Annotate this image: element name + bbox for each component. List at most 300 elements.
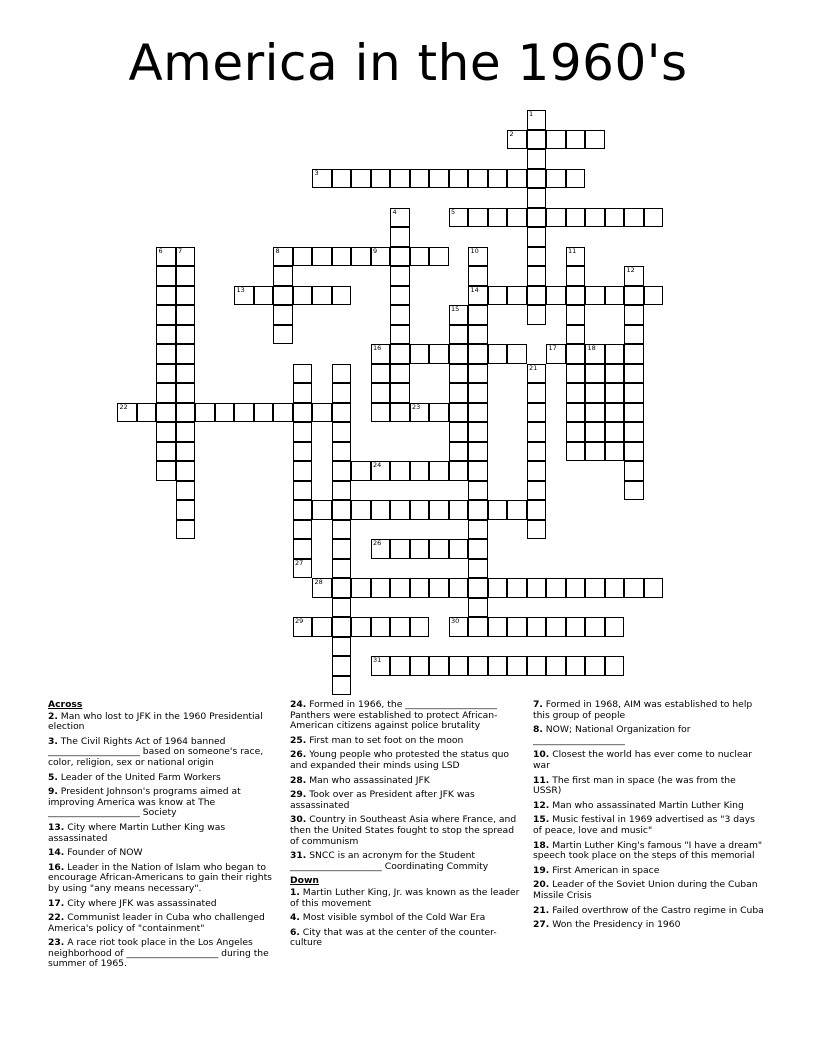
grid-cell[interactable] <box>605 617 625 637</box>
grid-cell[interactable] <box>273 325 293 345</box>
grid-cell[interactable] <box>332 364 352 384</box>
grid-cell[interactable] <box>449 403 469 423</box>
down-header: Down <box>290 875 319 887</box>
grid-cell[interactable] <box>332 578 352 598</box>
grid-cell[interactable] <box>293 286 313 306</box>
grid-cell[interactable] <box>312 169 332 189</box>
grid-cell[interactable] <box>156 344 176 364</box>
grid-cell[interactable] <box>527 130 547 150</box>
grid-cell[interactable] <box>585 442 605 462</box>
grid-cell[interactable] <box>585 344 605 364</box>
clue-number-label: 31. <box>290 850 307 862</box>
grid-cell[interactable] <box>585 208 605 228</box>
grid-cell[interactable] <box>527 500 547 520</box>
grid-cell[interactable] <box>390 227 410 247</box>
grid-cell[interactable] <box>176 325 196 345</box>
grid-cell[interactable] <box>156 247 176 267</box>
grid-cell[interactable] <box>449 578 469 598</box>
grid-cell[interactable] <box>390 305 410 325</box>
grid-cell[interactable] <box>468 344 488 364</box>
grid-cell[interactable] <box>156 461 176 481</box>
grid-cell[interactable] <box>332 247 352 267</box>
grid-cell[interactable] <box>527 481 547 501</box>
grid-cell[interactable] <box>390 364 410 384</box>
grid-cell[interactable] <box>624 422 644 442</box>
grid-cell[interactable] <box>468 169 488 189</box>
grid-cell[interactable] <box>449 383 469 403</box>
grid-cell[interactable] <box>507 344 527 364</box>
grid-cell[interactable] <box>176 286 196 306</box>
grid-cell[interactable] <box>468 247 488 267</box>
grid-cell[interactable] <box>566 130 586 150</box>
grid-cell[interactable] <box>585 364 605 384</box>
grid-cell[interactable] <box>507 130 527 150</box>
grid-cell[interactable] <box>156 286 176 306</box>
grid-cell[interactable] <box>468 325 488 345</box>
grid-cell[interactable] <box>624 266 644 286</box>
grid-cell[interactable] <box>137 403 157 423</box>
grid-cell[interactable] <box>546 286 566 306</box>
grid-cell[interactable] <box>371 539 391 559</box>
grid-cell[interactable] <box>468 442 488 462</box>
grid-cell[interactable] <box>624 286 644 306</box>
grid-cell[interactable] <box>156 325 176 345</box>
grid-cell[interactable] <box>156 266 176 286</box>
grid-cell[interactable] <box>527 227 547 247</box>
grid-cell[interactable] <box>449 656 469 676</box>
grid-cell[interactable] <box>566 266 586 286</box>
grid-cell[interactable] <box>293 539 313 559</box>
grid-cell[interactable] <box>507 500 527 520</box>
clue-item <box>290 815 520 847</box>
grid-cell[interactable] <box>449 364 469 384</box>
grid-cell[interactable] <box>644 208 664 228</box>
grid-cell[interactable] <box>176 305 196 325</box>
grid-cell[interactable] <box>468 520 488 540</box>
grid-cell[interactable] <box>566 247 586 267</box>
grid-cell[interactable] <box>527 461 547 481</box>
grid-cell[interactable] <box>468 559 488 579</box>
grid-cell[interactable] <box>429 461 449 481</box>
grid-cell[interactable] <box>507 617 527 637</box>
grid-cell[interactable] <box>507 656 527 676</box>
grid-cell[interactable] <box>390 461 410 481</box>
grid-cell[interactable] <box>449 208 469 228</box>
grid-cell[interactable] <box>468 461 488 481</box>
grid-cell[interactable] <box>293 422 313 442</box>
grid-cell[interactable] <box>585 578 605 598</box>
grid-cell[interactable] <box>585 403 605 423</box>
grid-cell[interactable] <box>585 656 605 676</box>
clue-text: A race riot took place in the Los Angeles neighborhood of ____________________ during the summer of 1965. <box>48 937 269 970</box>
grid-cell[interactable] <box>176 344 196 364</box>
grid-cell[interactable] <box>293 247 313 267</box>
grid-cell[interactable] <box>429 344 449 364</box>
grid-cell[interactable] <box>410 403 430 423</box>
grid-cell[interactable] <box>156 305 176 325</box>
grid-cell[interactable] <box>410 617 430 637</box>
grid-cell[interactable] <box>507 578 527 598</box>
clue-number-label: 10. <box>533 749 550 761</box>
grid-cell[interactable] <box>488 578 508 598</box>
grid-cell[interactable] <box>390 656 410 676</box>
grid-cell[interactable] <box>371 247 391 267</box>
grid-cell[interactable] <box>566 364 586 384</box>
grid-cell[interactable] <box>332 422 352 442</box>
grid-cell[interactable] <box>390 169 410 189</box>
grid-cell[interactable] <box>624 383 644 403</box>
grid-cell[interactable] <box>605 208 625 228</box>
grid-cell[interactable] <box>566 344 586 364</box>
grid-cell[interactable] <box>332 656 352 676</box>
grid-cell[interactable] <box>293 520 313 540</box>
grid-cell[interactable] <box>546 130 566 150</box>
grid-cell[interactable] <box>273 247 293 267</box>
grid-cell[interactable] <box>468 539 488 559</box>
grid-cell[interactable] <box>449 325 469 345</box>
grid-cell[interactable] <box>527 247 547 267</box>
grid-cell[interactable] <box>410 461 430 481</box>
grid-cell[interactable] <box>449 461 469 481</box>
grid-cell[interactable] <box>293 617 313 637</box>
grid-cell[interactable] <box>624 325 644 345</box>
clue-item <box>290 928 520 949</box>
grid-cell[interactable] <box>449 539 469 559</box>
clue-number: 26 <box>373 539 382 547</box>
grid-cell[interactable] <box>468 383 488 403</box>
grid-cell[interactable] <box>468 364 488 384</box>
grid-cell[interactable] <box>527 656 547 676</box>
clue-number: 13 <box>236 285 245 294</box>
grid-cell[interactable] <box>176 247 196 267</box>
clue-text: Leader in the Nation of Islam who began to encourage African-Americans to gain their rights by using "any means necessary". <box>48 861 272 894</box>
grid-cell[interactable] <box>429 656 449 676</box>
grid-cell[interactable] <box>429 403 449 423</box>
grid-cell[interactable] <box>644 578 664 598</box>
grid-cell[interactable] <box>176 442 196 462</box>
grid-cell[interactable] <box>585 422 605 442</box>
grid-cell[interactable] <box>293 461 313 481</box>
grid-cell[interactable] <box>488 344 508 364</box>
grid-cell[interactable] <box>527 520 547 540</box>
grid-cell[interactable] <box>468 500 488 520</box>
grid-cell[interactable] <box>468 481 488 501</box>
grid-cell[interactable] <box>644 286 664 306</box>
grid-cell[interactable] <box>390 403 410 423</box>
grid-cell[interactable] <box>527 364 547 384</box>
grid-cell[interactable] <box>390 208 410 228</box>
grid-cell[interactable] <box>527 149 547 169</box>
grid-cell[interactable] <box>527 208 547 228</box>
grid-cell[interactable] <box>566 422 586 442</box>
grid-cell[interactable] <box>527 442 547 462</box>
grid-cell[interactable] <box>429 578 449 598</box>
grid-cell[interactable] <box>449 344 469 364</box>
grid-cell[interactable] <box>585 617 605 637</box>
grid-cell[interactable] <box>468 578 488 598</box>
grid-cell[interactable] <box>312 578 332 598</box>
grid-cell[interactable] <box>293 559 313 579</box>
grid-cell[interactable] <box>390 539 410 559</box>
grid-cell[interactable] <box>527 169 547 189</box>
grid-cell[interactable] <box>468 656 488 676</box>
grid-cell[interactable] <box>293 500 313 520</box>
grid-cell[interactable] <box>468 617 488 637</box>
grid-cell[interactable] <box>332 461 352 481</box>
grid-cell[interactable] <box>449 422 469 442</box>
grid-cell[interactable] <box>176 364 196 384</box>
grid-cell[interactable] <box>156 364 176 384</box>
clue-number-label: 20. <box>533 879 550 891</box>
grid-cell[interactable] <box>488 656 508 676</box>
grid-cell[interactable] <box>215 403 235 423</box>
grid-cell[interactable] <box>624 442 644 462</box>
grid-cell[interactable] <box>332 481 352 501</box>
grid-cell[interactable] <box>507 169 527 189</box>
grid-cell[interactable] <box>156 442 176 462</box>
grid-cell[interactable] <box>390 344 410 364</box>
grid-cell[interactable] <box>390 383 410 403</box>
grid-cell[interactable] <box>605 383 625 403</box>
grid-cell[interactable] <box>234 403 254 423</box>
grid-cell[interactable] <box>234 286 254 306</box>
grid-cell[interactable] <box>507 286 527 306</box>
grid-cell[interactable] <box>566 578 586 598</box>
grid-cell[interactable] <box>312 500 332 520</box>
grid-cell[interactable] <box>566 305 586 325</box>
grid-cell[interactable] <box>488 617 508 637</box>
grid-cell[interactable] <box>468 403 488 423</box>
grid-cell[interactable] <box>273 286 293 306</box>
grid-cell[interactable] <box>468 305 488 325</box>
grid-cell[interactable] <box>390 286 410 306</box>
grid-cell[interactable] <box>605 403 625 423</box>
clue-number-label: 16. <box>48 861 65 873</box>
grid-cell[interactable] <box>488 208 508 228</box>
grid-cell[interactable] <box>332 520 352 540</box>
grid-cell[interactable] <box>527 422 547 442</box>
grid-cell[interactable] <box>605 286 625 306</box>
grid-cell[interactable] <box>605 364 625 384</box>
grid-cell[interactable] <box>566 208 586 228</box>
grid-cell[interactable] <box>566 442 586 462</box>
grid-cell[interactable] <box>332 286 352 306</box>
grid-cell[interactable] <box>351 169 371 189</box>
grid-cell[interactable] <box>527 578 547 598</box>
grid-cell[interactable] <box>429 247 449 267</box>
grid-cell[interactable] <box>546 578 566 598</box>
grid-cell[interactable] <box>566 325 586 345</box>
grid-cell[interactable] <box>624 481 644 501</box>
grid-cell[interactable] <box>527 110 547 130</box>
grid-cell[interactable] <box>527 286 547 306</box>
grid-cell[interactable] <box>410 247 430 267</box>
grid-cell[interactable] <box>605 442 625 462</box>
grid-cell[interactable] <box>566 383 586 403</box>
grid-cell[interactable] <box>527 188 547 208</box>
grid-cell[interactable] <box>332 403 352 423</box>
grid-cell[interactable] <box>624 305 644 325</box>
grid-cell[interactable] <box>176 481 196 501</box>
grid-cell[interactable] <box>605 422 625 442</box>
grid-cell[interactable] <box>468 266 488 286</box>
grid-cell[interactable] <box>332 169 352 189</box>
grid-cell[interactable] <box>605 578 625 598</box>
grid-cell[interactable] <box>332 500 352 520</box>
grid-cell[interactable] <box>312 247 332 267</box>
grid-cell[interactable] <box>624 344 644 364</box>
grid-cell[interactable] <box>468 208 488 228</box>
grid-cell[interactable] <box>566 403 586 423</box>
grid-cell[interactable] <box>449 169 469 189</box>
grid-cell[interactable] <box>624 578 644 598</box>
grid-cell[interactable] <box>449 617 469 637</box>
grid-cell[interactable] <box>312 403 332 423</box>
grid-cell[interactable] <box>410 344 430 364</box>
grid-cell[interactable] <box>390 500 410 520</box>
grid-cell[interactable] <box>254 286 274 306</box>
grid-cell[interactable] <box>585 286 605 306</box>
grid-cell[interactable] <box>293 442 313 462</box>
grid-cell[interactable] <box>273 305 293 325</box>
grid-cell[interactable] <box>176 422 196 442</box>
grid-cell[interactable] <box>273 266 293 286</box>
grid-cell[interactable] <box>332 383 352 403</box>
grid-cell[interactable] <box>527 403 547 423</box>
grid-cell[interactable] <box>410 169 430 189</box>
grid-cell[interactable] <box>546 169 566 189</box>
grid-cell[interactable] <box>605 656 625 676</box>
grid-cell[interactable] <box>371 578 391 598</box>
grid-cell[interactable] <box>332 637 352 657</box>
grid-cell[interactable] <box>351 247 371 267</box>
grid-cell[interactable] <box>527 266 547 286</box>
grid-cell[interactable] <box>312 286 332 306</box>
clue-item <box>533 815 765 836</box>
grid-cell[interactable] <box>332 617 352 637</box>
grid-cell[interactable] <box>332 442 352 462</box>
grid-cell[interactable] <box>371 656 391 676</box>
grid-cell[interactable] <box>293 383 313 403</box>
grid-cell[interactable] <box>254 403 274 423</box>
grid-cell[interactable] <box>371 617 391 637</box>
grid-cell[interactable] <box>410 500 430 520</box>
grid-cell[interactable] <box>351 461 371 481</box>
grid-cell[interactable] <box>351 578 371 598</box>
grid-cell[interactable] <box>527 305 547 325</box>
grid-cell[interactable] <box>507 208 527 228</box>
grid-cell[interactable] <box>449 500 469 520</box>
grid-cell[interactable] <box>390 578 410 598</box>
grid-cell[interactable] <box>371 364 391 384</box>
grid-cell[interactable] <box>176 461 196 481</box>
grid-cell[interactable] <box>449 305 469 325</box>
grid-cell[interactable] <box>546 208 566 228</box>
grid-cell[interactable] <box>429 539 449 559</box>
grid-cell[interactable] <box>429 500 449 520</box>
grid-cell[interactable] <box>351 617 371 637</box>
grid-cell[interactable] <box>371 461 391 481</box>
grid-cell[interactable] <box>332 539 352 559</box>
clue-number-label: 3. <box>48 735 58 747</box>
grid-cell[interactable] <box>390 325 410 345</box>
grid-cell[interactable] <box>605 344 625 364</box>
grid-cell[interactable] <box>176 266 196 286</box>
grid-cell[interactable] <box>390 617 410 637</box>
grid-cell[interactable] <box>566 656 586 676</box>
grid-cell[interactable] <box>624 403 644 423</box>
grid-cell[interactable] <box>293 364 313 384</box>
grid-cell[interactable] <box>624 364 644 384</box>
grid-cell[interactable] <box>546 617 566 637</box>
grid-cell[interactable] <box>371 383 391 403</box>
grid-cell[interactable] <box>488 169 508 189</box>
grid-cell[interactable] <box>585 383 605 403</box>
grid-cell[interactable] <box>566 617 586 637</box>
grid-cell[interactable] <box>371 403 391 423</box>
grid-cell[interactable] <box>332 598 352 618</box>
grid-cell[interactable] <box>371 169 391 189</box>
grid-cell[interactable] <box>566 286 586 306</box>
grid-cell[interactable] <box>390 247 410 267</box>
grid-cell[interactable] <box>371 500 391 520</box>
grid-cell[interactable] <box>488 286 508 306</box>
grid-cell[interactable] <box>351 500 371 520</box>
clue-item <box>48 823 280 844</box>
grid-cell[interactable] <box>468 286 488 306</box>
grid-cell[interactable] <box>468 598 488 618</box>
grid-cell[interactable] <box>273 403 293 423</box>
clue-item <box>48 863 280 895</box>
grid-cell[interactable] <box>293 403 313 423</box>
grid-cell[interactable] <box>332 559 352 579</box>
grid-cell[interactable] <box>410 656 430 676</box>
grid-cell[interactable] <box>527 383 547 403</box>
grid-cell[interactable] <box>312 617 332 637</box>
grid-cell[interactable] <box>624 461 644 481</box>
grid-cell[interactable] <box>546 344 566 364</box>
clue-text: Man who lost to JFK in the 1960 Presidential election <box>48 710 263 733</box>
grid-cell[interactable] <box>449 442 469 462</box>
grid-cell[interactable] <box>156 403 176 423</box>
grid-cell[interactable] <box>332 676 352 696</box>
grid-cell[interactable] <box>566 169 586 189</box>
grid-cell[interactable] <box>156 383 176 403</box>
grid-cell[interactable] <box>390 266 410 286</box>
grid-cell[interactable] <box>117 403 137 423</box>
grid-cell[interactable] <box>585 130 605 150</box>
clues-column-2 <box>290 700 520 953</box>
grid-cell[interactable] <box>176 403 196 423</box>
grid-cell[interactable] <box>527 617 547 637</box>
grid-cell[interactable] <box>410 578 430 598</box>
grid-cell[interactable] <box>371 344 391 364</box>
grid-cell[interactable] <box>624 208 644 228</box>
grid-cell[interactable] <box>546 656 566 676</box>
grid-cell[interactable] <box>468 422 488 442</box>
grid-cell[interactable] <box>156 422 176 442</box>
clue-number-label: 22. <box>48 912 65 924</box>
grid-cell[interactable] <box>176 520 196 540</box>
grid-cell[interactable] <box>176 383 196 403</box>
grid-cell[interactable] <box>410 539 430 559</box>
grid-cell[interactable] <box>176 500 196 520</box>
grid-cell[interactable] <box>488 500 508 520</box>
grid-cell[interactable] <box>195 403 215 423</box>
grid-cell[interactable] <box>429 169 449 189</box>
grid-cell[interactable] <box>293 481 313 501</box>
clue-text: Formed in 1968, AIM was established to help this group of people <box>533 699 753 721</box>
